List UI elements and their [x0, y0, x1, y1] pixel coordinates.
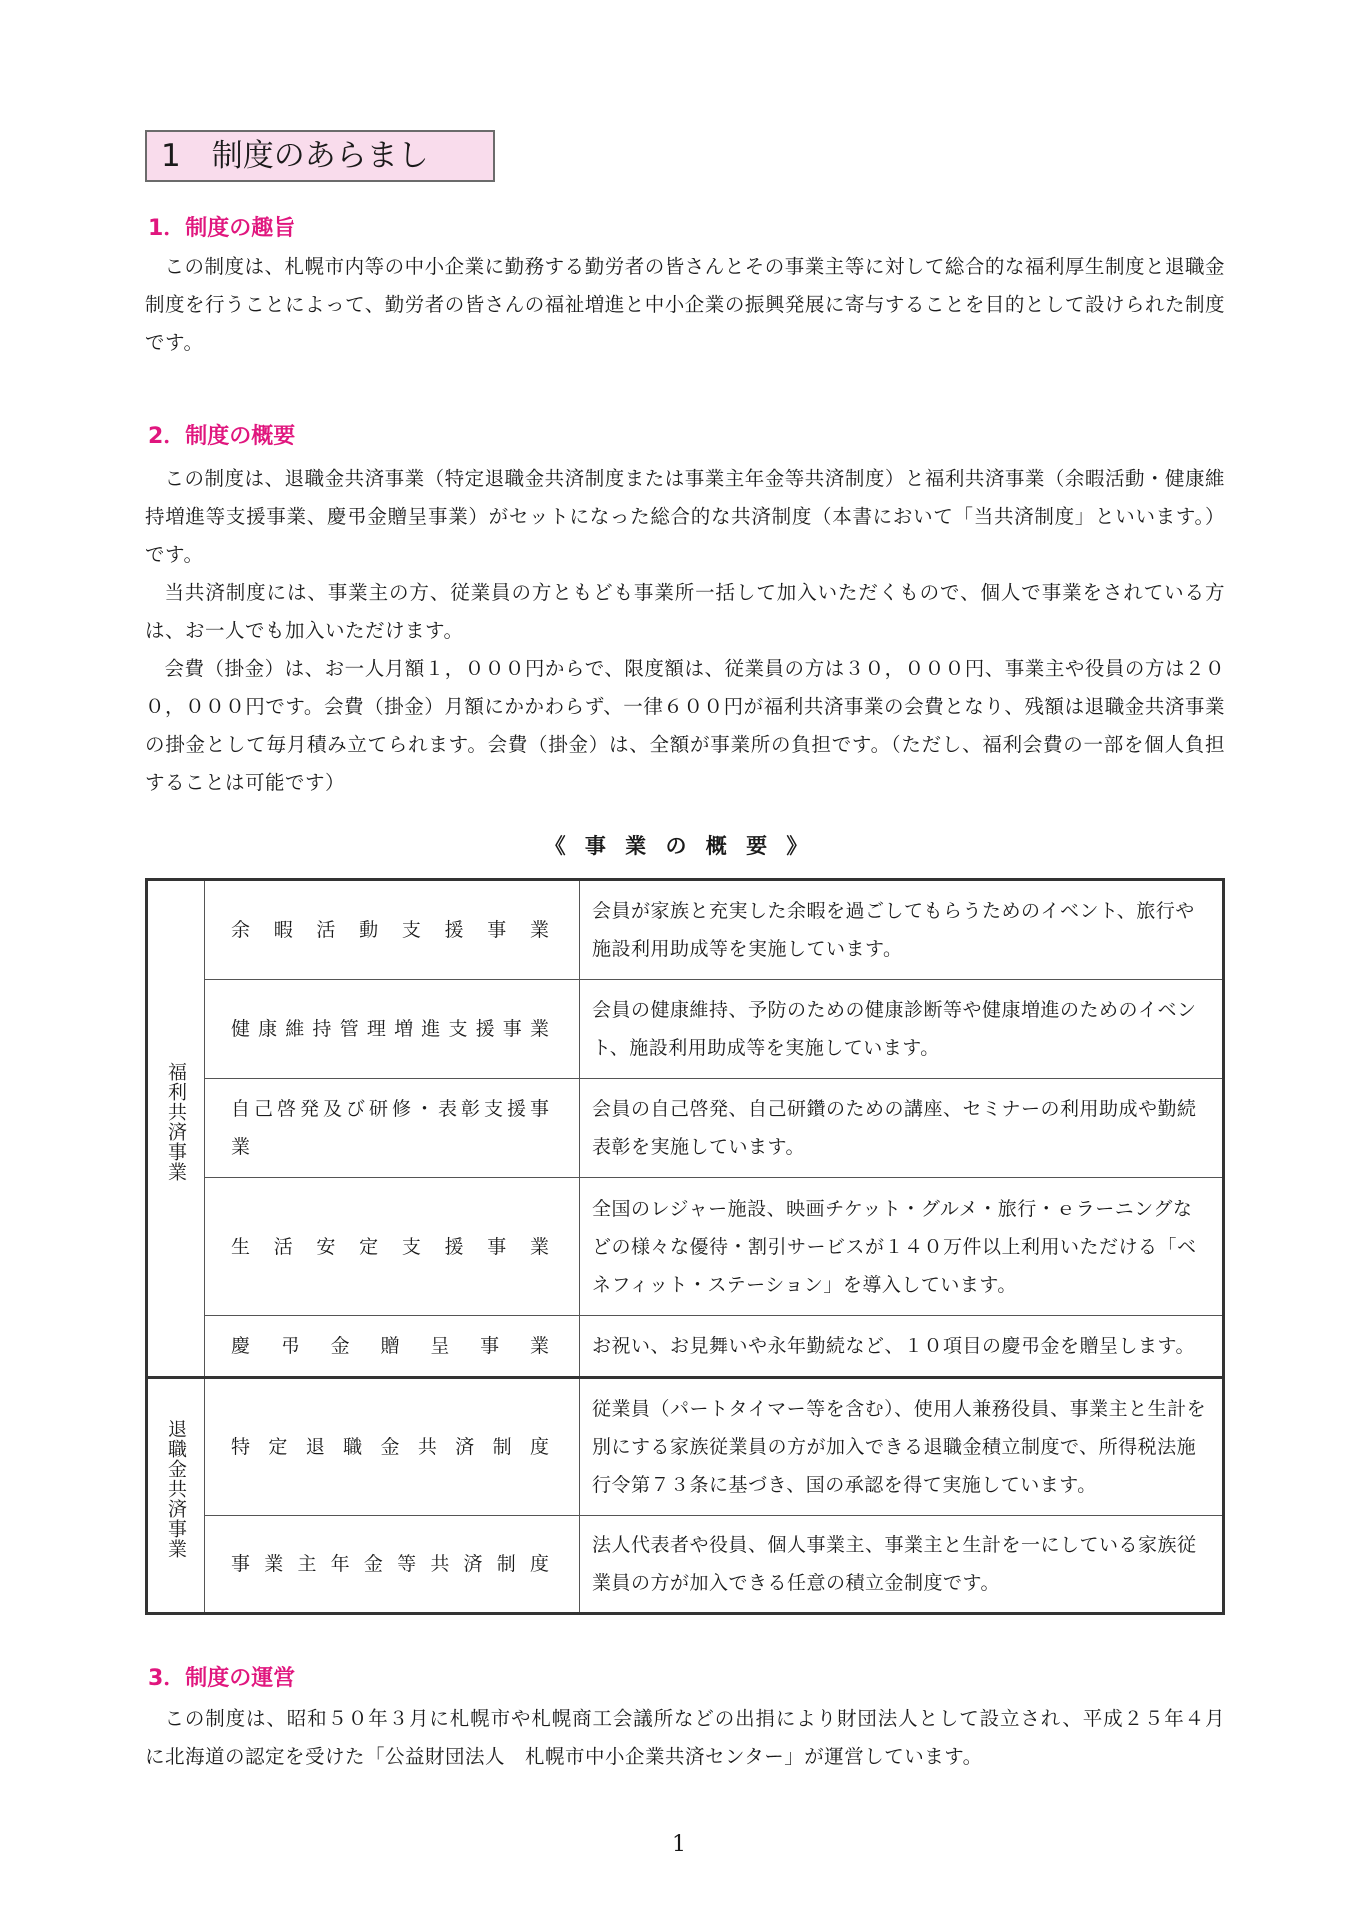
section-heading-operation: 3．制度の運営	[148, 1666, 296, 1691]
item-name: 生活安定支援事業	[205, 1178, 580, 1316]
paragraph-overview-1: この制度は、退職金共済事業（特定退職金共済制度または事業主年金等共済制度）と福利共済事業（余暇活動・健康維持増進等支援事業、慶弔金贈呈事業）がセットになった総合的な共済制度（本書において「当共済制度」といいます。）です。	[145, 467, 1225, 566]
group-label-welfare: 福利共済事業	[147, 880, 205, 1378]
table-row	[147, 1079, 1224, 1178]
paragraph-operation: この制度は、昭和５０年３月に札幌市や札幌商工会議所などの出捐により財団法人として設立され、平成２５年４月に北海道の認定を受けた「公益財団法人 札幌市中小企業共済センター」が運営しています。	[145, 1707, 1225, 1768]
business-overview-table	[145, 878, 1225, 1615]
item-name: 自己啓発及び研修・表彰支援事業	[205, 1079, 580, 1178]
item-description: 全国のレジャー施設、映画チケット・グルメ・旅行・ｅラーニングなどの様々な優待・割引サービスが１４０万件以上利用いただける「ベネフィット・ステーション」を導入しています。	[580, 1178, 1224, 1316]
paragraph-purpose: この制度は、札幌市内等の中小企業に勤務する勤労者の皆さんとその事業主等に対して総合的な福利厚生制度と退職金制度を行うことによって、勤労者の皆さんの福祉増進と中小企業の振興発展に寄与することを目的として設けられた制度です。	[145, 255, 1225, 354]
table-row	[147, 1316, 1224, 1378]
paragraph-overview-3: 会費（掛金）は、お一人月額１，０００円からで、限度額は、従業員の方は３０，０００円、事業主や役員の方は２００，０００円です。会費（掛金）月額にかかわらず、一律６００円が福利共済事業の会費となり、残額は退職金共済事業の掛金として毎月積み立てられます。会費（掛金）は、全額が事業所の負担です。（ただし、福利会費の一部を個人負担することは可能です）	[145, 657, 1225, 794]
item-name: 事業主年金等共済制度	[205, 1516, 580, 1614]
item-name: 慶弔金贈呈事業	[205, 1316, 580, 1378]
table-row	[147, 1378, 1224, 1516]
item-name: 余暇活動支援事業	[205, 880, 580, 980]
item-description: 会員の健康維持、予防のための健康診断等や健康増進のためのイベント、施設利用助成等を実施しています。	[580, 980, 1224, 1079]
paragraph-overview-2: 当共済制度には、事業主の方、従業員の方ともども事業所一括して加入いただくもので、個人で事業をされている方は、お一人でも加入いただけます。	[145, 581, 1225, 642]
item-name: 特定退職金共済制度	[205, 1378, 580, 1516]
page-number: 1	[672, 1832, 686, 1857]
table-row	[147, 1178, 1224, 1316]
table-caption: 《 事 業 の 概 要 》	[544, 834, 814, 858]
item-name: 健康維持管理増進支援事業	[205, 980, 580, 1079]
section-heading-purpose: 1．制度の趣旨	[148, 216, 296, 241]
item-description: お祝い、お見舞いや永年勤続など、１０項目の慶弔金を贈呈します。	[580, 1316, 1224, 1378]
section-heading-overview: 2．制度の概要	[148, 424, 296, 449]
item-description: 従業員（パートタイマー等を含む）、使用人兼務役員、事業主と生計を別にする家族従業員の方が加入できる退職金積立制度で、所得税法施行令第７３条に基づき、国の承認を得て実施しています。	[580, 1378, 1224, 1516]
table-row	[147, 980, 1224, 1079]
table-row	[147, 1516, 1224, 1614]
group-label-retirement: 退職金共済事業	[147, 1378, 205, 1614]
item-description: 会員の自己啓発、自己研鑽のための講座、セミナーの利用助成や勤続表彰を実施しています。	[580, 1079, 1224, 1178]
item-description: 会員が家族と充実した余暇を過ごしてもらうためのイベント、旅行や施設利用助成等を実施しています。	[580, 880, 1224, 980]
page-title: 1 制度のあらまし	[145, 130, 495, 182]
table-row	[147, 880, 1224, 980]
item-description: 法人代表者や役員、個人事業主、事業主と生計を一にしている家族従業員の方が加入できる任意の積立金制度です。	[580, 1516, 1224, 1614]
